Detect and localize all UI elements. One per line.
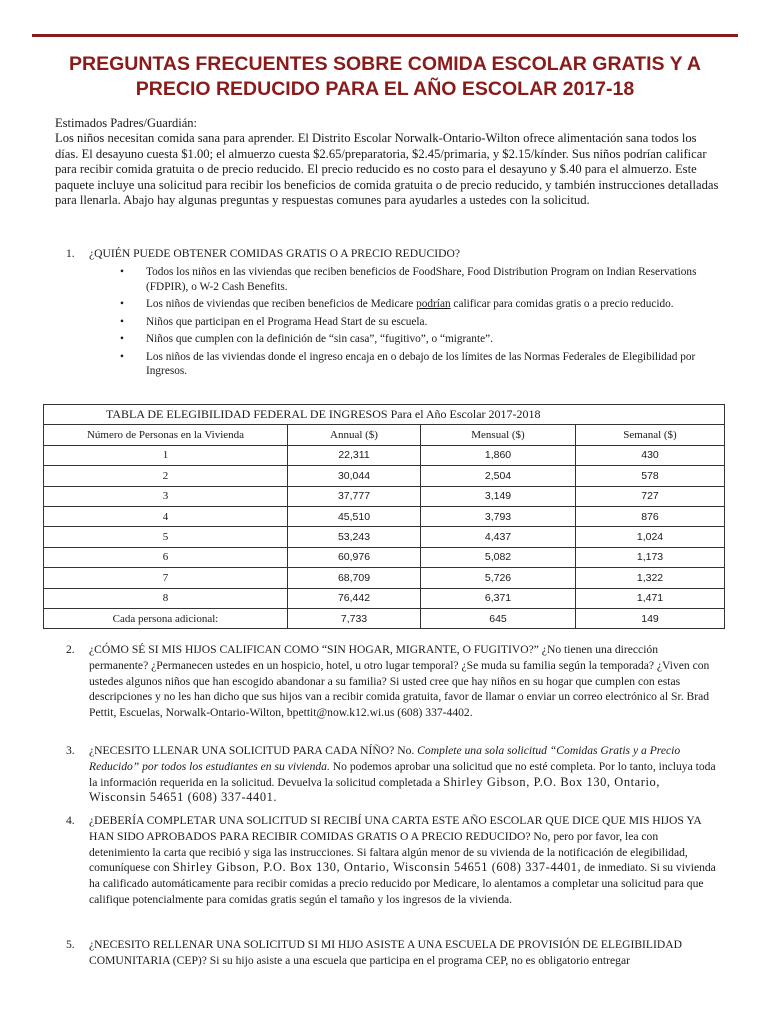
table-header-row [44,425,725,445]
table-row: Cada persona adicional: 7,733 645 149 [44,608,725,628]
question-number: 4. [66,814,75,827]
greeting: Estimados Padres/Guardián: [55,116,197,130]
column-header: Annual ($) [288,425,421,445]
table-caption: TABLA DE ELEGIBILIDAD FEDERAL DE INGRESOS Para el Año Escolar 2017-2018 [44,405,725,425]
contact-info: Shirley Gibson, P.O. Box 130, Ontario, Wisconsin 54651 (608) 337-4401, [172,860,582,875]
list-item: • Los niños de viviendas que reciben beneficios de Medicare podrían calificar para comidas gratis o a precio reducido. [120,298,674,310]
question-5 [66,937,720,969]
question-text: ¿CÓMO SÉ SI MIS HIJOS CALIFICAN COMO “SIN HOGAR, MIGRANTE, O FUGITIVO?” ¿No tienen una dirección permanente? ¿Permanecen ustedes en un hospicio, hotel, u otro lugar temporal? ¿Se muda su familia según la temporada? ¿Viven con ustedes algunos niños que han escogido abandonar a su familia? Si usted cree que hay niños en su hogar que cumplen con estas descripciones y no les han dicho que sus hijos van a recibir comida gratuita, favor de llamar o enviar un correo electrónico al Sr. Brad Pettit, Escuelas, Norwalk-Ontario-Wilton, bpettit@now.k12.wi.us (608) 337-4402. [89,643,710,720]
question-text: ¿NECESITO LLENAR UNA SOLICITUD PARA CADA NÍÑO? No. Complete una sola solicitud “Comidas Gratis y a Precio Reducido” por todos los estudiantes en su vivienda. No podemos aprobar una solicitud que no esté completa. Por lo tanto, incluya toda la información requerida en la solicitud. Devuelva la solicitud completada a Shirley Gibson, P.O. Box 130, Ontario, Wisconsin 54651 (608) 337-4401. [89,744,716,805]
header-rule [32,34,738,37]
column-header: Semanal ($) [576,425,725,445]
question-number: 2. [66,643,75,656]
list-item: • Los niños de las viviendas donde el ingreso encaja en o debajo de los límites de las Normas Federales de Elegibilidad por Ingresos. [120,350,696,377]
table-row: 3 37,777 3,149 727 [44,486,725,506]
income-eligibility-table [43,404,725,629]
list-item: • Niños que participan en el Programa Head Start de su escuela. [120,315,428,328]
question-text: ¿QUIÉN PUEDE OBTENER COMIDAS GRATIS O A PRECIO REDUCIDO? [89,247,460,260]
column-header: Número de Personas en la Vivienda [44,425,288,445]
question-text: ¿DEBERÍA COMPLETAR UNA SOLICITUD SI RECIBÍ UNA CARTA ESTE AÑO ESCOLAR QUE DICE QUE MIS HIJOS YA HAN SIDO APROBADOS PARA RECIBIR COMIDAS GRATIS O A PRECIO REDUCIDO? No, pero por favor, lea con detenimiento la carta que recibió y siga las instrucciones. Si faltara algún menor de su vivienda de la notificación de elegibilidad, comuníquese con Shirley Gibson, P.O. Box 130, Ontario, Wisconsin 54651 (608) 337-4401, de inmediato. Si su vivienda ha calificado automáticamente para recibir comidas a precio reducido por Medicare, lo alentamos a completar una solicitud para que califique potencialmente para comidas gratis según el tamaño y los ingresos de la vivienda. [89,814,716,906]
question-3 [66,743,720,806]
question-number: 3. [66,744,75,757]
list-item: • Niños que cumplen con la definición de “sin casa”, “fugitivo”, o “migrante”. [120,333,493,345]
table-row: 7 68,709 5,726 1,322 [44,568,725,588]
column-header: Mensual ($) [421,425,576,445]
underlined-word: podrían [416,298,451,310]
question-1 [66,246,720,262]
page-title: PREGUNTAS FRECUENTES SOBRE COMIDA ESCOLAR GRATIS Y A PRECIO REDUCIDO PARA EL AÑO ESCOLAR 2017-18 [69,53,701,100]
question-number: 5. [66,938,75,951]
table-row: 8 76,442 6,371 1,471 [44,588,725,608]
list-item: • Todos los niños en las viviendas que reciben beneficios de FoodShare, Food Distribution Program on Indian Reservations (FDPIR), o W-2 Cash Benefits. [120,266,697,293]
question-4 [66,813,720,908]
table-row: 5 53,243 4,437 1,024 [44,527,725,547]
intro-paragraph: Los niños necesitan comida sana para aprender. El Distrito Escolar Norwalk-Ontario-Wilton ofrece alimentación sana todos los días. El desayuno cuesta $1.00; el almuerzo cuesta $2.65/preparatoria, $2.45/primaria, y $2.15/kínder. Sus niños podrían calificar para recibir comida gratuita o de precio reducido. El precio reducido es no costo para el desayuno y $.40 para el almuerzo. Este paquete incluye una solicitud para recibir los beneficios de comida gratuita o de precio reducido, y también instrucciones detalladas para llenarla. Abajo hay algunas preguntas y respuestas comunes para ayudarles a ustedes con la solicitud. [55,131,719,208]
question-number: 1. [66,247,75,260]
contact-info: Shirley Gibson, P.O. Box 130, Ontario, Wisconsin 54651 (608) 337-4401. [89,774,661,805]
table-row: 6 60,976 5,082 1,173 [44,547,725,567]
question-2 [66,642,720,721]
table-row: 2 30,044 2,504 578 [44,466,725,486]
table-row: 4 45,510 3,793 876 [44,506,725,526]
table-row: 1 22,311 1,860 430 [44,445,725,465]
question-text: ¿NECESITO RELLENAR UNA SOLICITUD SI MI HIJO ASISTE A UNA ESCUELA DE PROVISIÓN DE ELEGIBILIDAD COMUNITARIA (CEP)? Si su hijo asiste a una escuela que participa en el programa CEP, no es obligatorio entregar [89,938,682,967]
eligibility-list [120,265,720,382]
